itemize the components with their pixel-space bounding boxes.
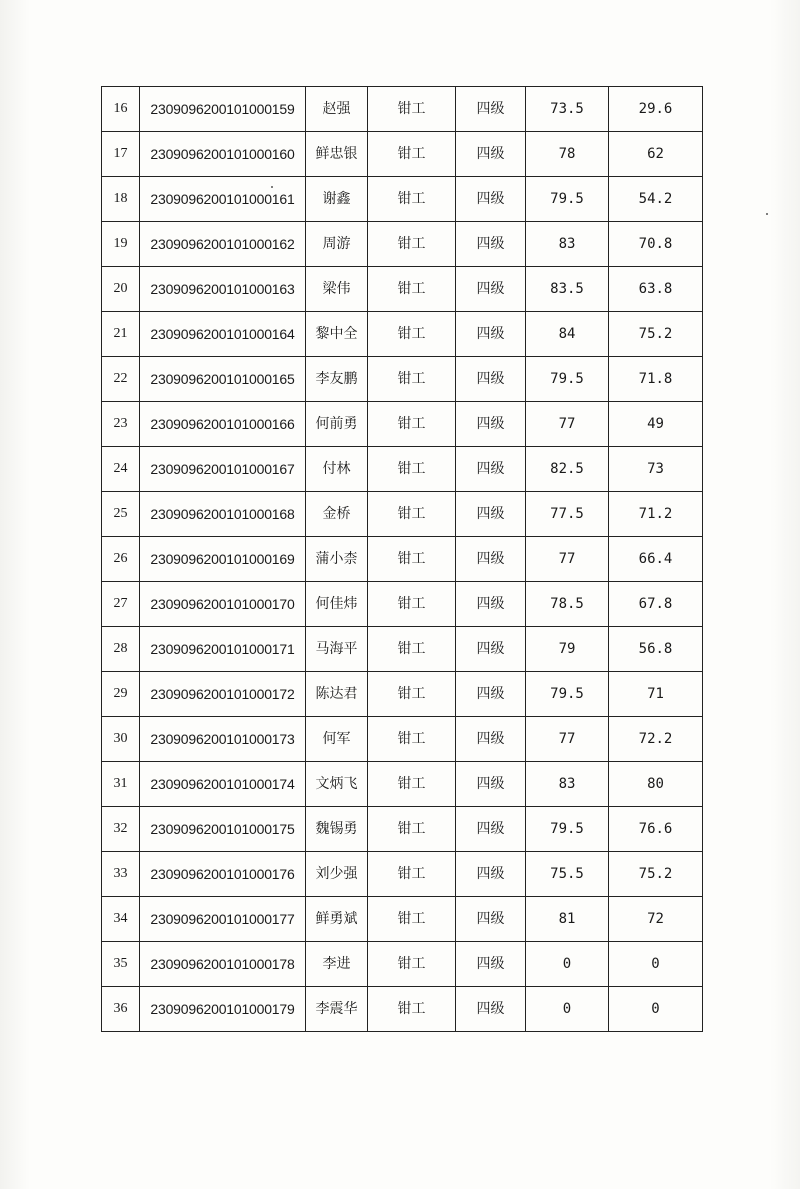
theory-score-cell: 79 — [526, 627, 609, 672]
table-row — [102, 627, 703, 672]
skill-level-cell: 四级 — [456, 267, 526, 312]
candidate-name-cell: 魏锡勇 — [306, 807, 368, 852]
trade-cell: 钳工 — [368, 762, 456, 807]
row-number-cell: 18 — [102, 177, 140, 222]
skill-level-cell: 四级 — [456, 132, 526, 177]
table-row — [102, 897, 703, 942]
candidate-id-cell: 2309096200101000177 — [140, 897, 306, 942]
candidate-id-cell: 2309096200101000159 — [140, 87, 306, 132]
trade-cell: 钳工 — [368, 537, 456, 582]
trade-cell: 钳工 — [368, 627, 456, 672]
candidate-name-cell: 金桥 — [306, 492, 368, 537]
candidate-id-cell: 2309096200101000175 — [140, 807, 306, 852]
candidate-name-cell: 李震华 — [306, 987, 368, 1032]
skill-level-cell: 四级 — [456, 672, 526, 717]
candidate-name-cell: 蒲小柰 — [306, 537, 368, 582]
practical-score-cell: 29.6 — [609, 87, 703, 132]
skill-level-cell: 四级 — [456, 357, 526, 402]
row-number-cell: 32 — [102, 807, 140, 852]
skill-level-cell: 四级 — [456, 897, 526, 942]
table-row — [102, 852, 703, 897]
table-row — [102, 447, 703, 492]
skill-level-cell: 四级 — [456, 222, 526, 267]
candidate-name-cell: 赵强 — [306, 87, 368, 132]
theory-score-cell: 79.5 — [526, 807, 609, 852]
theory-score-cell: 77.5 — [526, 492, 609, 537]
trade-cell: 钳工 — [368, 672, 456, 717]
theory-score-cell: 78.5 — [526, 582, 609, 627]
trade-cell: 钳工 — [368, 402, 456, 447]
table-row — [102, 267, 703, 312]
candidate-id-cell: 2309096200101000164 — [140, 312, 306, 357]
practical-score-cell: 71.2 — [609, 492, 703, 537]
trade-cell: 钳工 — [368, 177, 456, 222]
practical-score-cell: 54.2 — [609, 177, 703, 222]
candidate-name-cell: 黎中全 — [306, 312, 368, 357]
practical-score-cell: 67.8 — [609, 582, 703, 627]
practical-score-cell: 63.8 — [609, 267, 703, 312]
theory-score-cell: 77 — [526, 402, 609, 447]
row-number-cell: 33 — [102, 852, 140, 897]
trade-cell: 钳工 — [368, 942, 456, 987]
practical-score-cell: 0 — [609, 942, 703, 987]
practical-score-cell: 66.4 — [609, 537, 703, 582]
table-row — [102, 402, 703, 447]
row-number-cell: 22 — [102, 357, 140, 402]
practical-score-cell: 49 — [609, 402, 703, 447]
theory-score-cell: 78 — [526, 132, 609, 177]
row-number-cell: 17 — [102, 132, 140, 177]
trade-cell: 钳工 — [368, 357, 456, 402]
skill-level-cell: 四级 — [456, 492, 526, 537]
theory-score-cell: 83 — [526, 762, 609, 807]
practical-score-cell: 70.8 — [609, 222, 703, 267]
trade-cell: 钳工 — [368, 267, 456, 312]
candidate-id-cell: 2309096200101000166 — [140, 402, 306, 447]
row-number-cell: 23 — [102, 402, 140, 447]
trade-cell: 钳工 — [368, 852, 456, 897]
row-number-cell: 35 — [102, 942, 140, 987]
theory-score-cell: 84 — [526, 312, 609, 357]
practical-score-cell: 62 — [609, 132, 703, 177]
candidate-id-cell: 2309096200101000160 — [140, 132, 306, 177]
candidate-id-cell: 2309096200101000169 — [140, 537, 306, 582]
skill-level-cell: 四级 — [456, 537, 526, 582]
candidate-name-cell: 刘少强 — [306, 852, 368, 897]
theory-score-cell: 79.5 — [526, 672, 609, 717]
skill-level-cell: 四级 — [456, 177, 526, 222]
candidate-name-cell: 梁伟 — [306, 267, 368, 312]
row-number-cell: 25 — [102, 492, 140, 537]
theory-score-cell: 75.5 — [526, 852, 609, 897]
table-row — [102, 807, 703, 852]
theory-score-cell: 0 — [526, 942, 609, 987]
table-row — [102, 177, 703, 222]
trade-cell: 钳工 — [368, 312, 456, 357]
candidate-name-cell: 李进 — [306, 942, 368, 987]
table-row — [102, 312, 703, 357]
candidate-name-cell: 鲜忠银 — [306, 132, 368, 177]
candidate-id-cell: 2309096200101000168 — [140, 492, 306, 537]
candidate-id-cell: 2309096200101000178 — [140, 942, 306, 987]
practical-score-cell: 0 — [609, 987, 703, 1032]
table-row — [102, 132, 703, 177]
candidate-id-cell: 2309096200101000172 — [140, 672, 306, 717]
candidate-name-cell: 鲜勇斌 — [306, 897, 368, 942]
row-number-cell: 26 — [102, 537, 140, 582]
candidate-id-cell: 2309096200101000161 — [140, 177, 306, 222]
trade-cell: 钳工 — [368, 807, 456, 852]
skill-level-cell: 四级 — [456, 447, 526, 492]
theory-score-cell: 79.5 — [526, 177, 609, 222]
trade-cell: 钳工 — [368, 987, 456, 1032]
practical-score-cell: 80 — [609, 762, 703, 807]
theory-score-cell: 73.5 — [526, 87, 609, 132]
row-number-cell: 30 — [102, 717, 140, 762]
candidate-name-cell: 周游 — [306, 222, 368, 267]
practical-score-cell: 73 — [609, 447, 703, 492]
theory-score-cell: 82.5 — [526, 447, 609, 492]
table-row — [102, 492, 703, 537]
table-row — [102, 942, 703, 987]
practical-score-cell: 76.6 — [609, 807, 703, 852]
skill-level-cell: 四级 — [456, 717, 526, 762]
candidate-id-cell: 2309096200101000163 — [140, 267, 306, 312]
candidate-id-cell: 2309096200101000167 — [140, 447, 306, 492]
candidate-name-cell: 何佳炜 — [306, 582, 368, 627]
row-number-cell: 34 — [102, 897, 140, 942]
table-body — [102, 87, 703, 1032]
trade-cell: 钳工 — [368, 897, 456, 942]
row-number-cell: 16 — [102, 87, 140, 132]
trade-cell: 钳工 — [368, 447, 456, 492]
practical-score-cell: 71.8 — [609, 357, 703, 402]
skill-level-cell: 四级 — [456, 627, 526, 672]
candidate-id-cell: 2309096200101000170 — [140, 582, 306, 627]
table-row — [102, 672, 703, 717]
skill-level-cell: 四级 — [456, 402, 526, 447]
candidate-name-cell: 谢鑫 — [306, 177, 368, 222]
table-row — [102, 537, 703, 582]
candidate-id-cell: 2309096200101000173 — [140, 717, 306, 762]
candidate-name-cell: 何军 — [306, 717, 368, 762]
candidate-id-cell: 2309096200101000179 — [140, 987, 306, 1032]
candidate-id-cell: 2309096200101000174 — [140, 762, 306, 807]
table-row — [102, 762, 703, 807]
table-row — [102, 222, 703, 267]
row-number-cell: 24 — [102, 447, 140, 492]
row-number-cell: 31 — [102, 762, 140, 807]
theory-score-cell: 77 — [526, 717, 609, 762]
trade-cell: 钳工 — [368, 132, 456, 177]
table-row — [102, 717, 703, 762]
trade-cell: 钳工 — [368, 492, 456, 537]
candidate-name-cell: 马海平 — [306, 627, 368, 672]
skill-level-cell: 四级 — [456, 582, 526, 627]
practical-score-cell: 56.8 — [609, 627, 703, 672]
skill-level-cell: 四级 — [456, 807, 526, 852]
row-number-cell: 36 — [102, 987, 140, 1032]
theory-score-cell: 77 — [526, 537, 609, 582]
theory-score-cell: 0 — [526, 987, 609, 1032]
trade-cell: 钳工 — [368, 222, 456, 267]
trade-cell: 钳工 — [368, 717, 456, 762]
scan-speck — [271, 186, 273, 188]
row-number-cell: 27 — [102, 582, 140, 627]
exam-results-table — [101, 86, 703, 1032]
candidate-name-cell: 陈达君 — [306, 672, 368, 717]
candidate-id-cell: 2309096200101000171 — [140, 627, 306, 672]
theory-score-cell: 83.5 — [526, 267, 609, 312]
skill-level-cell: 四级 — [456, 852, 526, 897]
practical-score-cell: 72.2 — [609, 717, 703, 762]
candidate-name-cell: 付林 — [306, 447, 368, 492]
table-row — [102, 987, 703, 1032]
skill-level-cell: 四级 — [456, 87, 526, 132]
row-number-cell: 29 — [102, 672, 140, 717]
skill-level-cell: 四级 — [456, 312, 526, 357]
theory-score-cell: 79.5 — [526, 357, 609, 402]
candidate-name-cell: 文炳飞 — [306, 762, 368, 807]
candidate-id-cell: 2309096200101000176 — [140, 852, 306, 897]
trade-cell: 钳工 — [368, 582, 456, 627]
table-row — [102, 87, 703, 132]
row-number-cell: 20 — [102, 267, 140, 312]
trade-cell: 钳工 — [368, 87, 456, 132]
theory-score-cell: 81 — [526, 897, 609, 942]
candidate-name-cell: 何前勇 — [306, 402, 368, 447]
candidate-name-cell: 李友鹏 — [306, 357, 368, 402]
table-row — [102, 582, 703, 627]
row-number-cell: 21 — [102, 312, 140, 357]
practical-score-cell: 71 — [609, 672, 703, 717]
practical-score-cell: 75.2 — [609, 852, 703, 897]
scan-speck — [766, 213, 768, 215]
row-number-cell: 28 — [102, 627, 140, 672]
theory-score-cell: 83 — [526, 222, 609, 267]
candidate-id-cell: 2309096200101000165 — [140, 357, 306, 402]
candidate-id-cell: 2309096200101000162 — [140, 222, 306, 267]
skill-level-cell: 四级 — [456, 762, 526, 807]
practical-score-cell: 75.2 — [609, 312, 703, 357]
row-number-cell: 19 — [102, 222, 140, 267]
skill-level-cell: 四级 — [456, 942, 526, 987]
practical-score-cell: 72 — [609, 897, 703, 942]
table-row — [102, 357, 703, 402]
skill-level-cell: 四级 — [456, 987, 526, 1032]
